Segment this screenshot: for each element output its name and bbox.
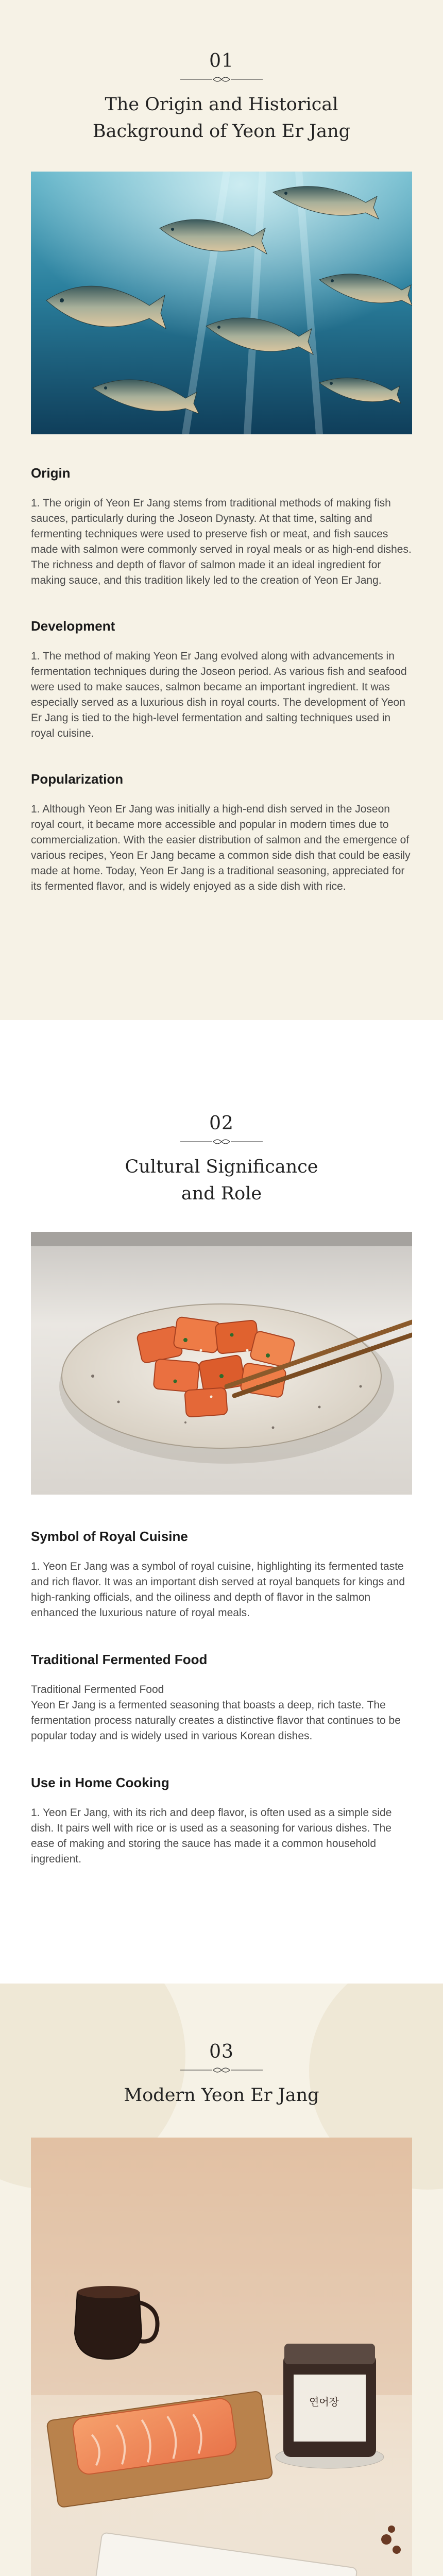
item-heading: Symbol of Royal Cuisine — [31, 1529, 188, 1544]
section-origin — [0, 0, 443, 1020]
item-heading: Use in Home Cooking — [31, 1775, 169, 1790]
ornament-divider-icon — [180, 2065, 263, 2075]
marinated-salmon-bowl-image — [31, 1232, 412, 1495]
origin-item — [0, 465, 443, 588]
item-text: 1. Although Yeon Er Jang was initially a high-end dish served in the Joseon royal court, it became more accessible and popular in modern times due to commercialization. With the easier distribution of salmon and the emergence of various recipes, Yeon Er Jang became a common side dish that could be easily made at home. Today, Yeon Er Jang is a traditional seasoning, appreciated for its fermented flavor, and is widely enjoyed as a side dish with rice. — [31, 803, 411, 892]
salmon-underwater-image — [31, 172, 412, 434]
item-text: Traditional Fermented Food Yeon Er Jang is a fermented seasoning that boasts a deep, rich taste. The fermentation process naturally creates a distinctive flavor that continues to be popular today and is widely used in various Korean dishes. — [31, 1684, 401, 1742]
item-heading: Development — [31, 618, 115, 634]
salmon-product-image — [31, 2138, 412, 2576]
jar-label: 연어장 — [309, 2396, 339, 2408]
home-cooking-item — [0, 1775, 443, 1867]
section-title-line: The Origin and Historical — [105, 94, 338, 115]
section-title — [0, 1154, 443, 1207]
popularization-item — [0, 771, 443, 894]
item-text: 1. Yeon Er Jang was a symbol of royal cuisine, highlighting its fermented taste and rich flavor. It was an important dish served at royal banquets for kings and high-ranking officials, and the oiliness and depth of flavor in the salmon enhanced the luxurious nature of royal meals. — [31, 1561, 405, 1619]
yeon-er-jang-jar — [276, 2344, 384, 2468]
section-title-line: Background of Yeon Er Jang — [92, 121, 351, 142]
ornament-divider-icon — [180, 1137, 263, 1146]
section-header — [0, 1984, 443, 2109]
item-heading: Origin — [31, 465, 71, 481]
section-number: 01 — [209, 50, 234, 72]
development-item — [0, 618, 443, 741]
ornament-divider-icon — [180, 75, 263, 84]
item-heading: Traditional Fermented Food — [31, 1652, 208, 1667]
item-text: 1. The origin of Yeon Er Jang stems from traditional methods of making fish sauces, particularly during the Joseon Dynasty. At that time, salting and fermenting techniques were used to preserve fish or meat, and fish sauces made with salmon were commonly served in royal meals or as high-end dishes. The richness and depth of flavor of salmon made it an ideal ingredient for making sauce, and this tradition likely led to the creation of Yeon Er Jang. — [31, 497, 412, 586]
section-title-line: Cultural Significance — [125, 1157, 318, 1177]
fermented-food-item — [0, 1652, 443, 1744]
section-cultural-significance — [0, 1020, 443, 1984]
section-title — [0, 91, 443, 145]
section-number: 03 — [209, 2041, 234, 2062]
section-header — [0, 0, 443, 145]
royal-cuisine-item — [0, 1529, 443, 1621]
item-text: 1. Yeon Er Jang, with its rich and deep flavor, is often used as a simple side dish. It pairs well with rice or is used as a seasoning for various dishes. The ease of making and storing the sauce has made it a common household ingredient. — [31, 1807, 392, 1865]
item-text: 1. The method of making Yeon Er Jang evolved along with advancements in fermentation techniques during the Joseon period. As various fish and seafood were used to make sauces, salmon became an important ingredient. It was especially served as a luxurious dish in royal courts. The development of Yeon Er Jang is tied to the high-level fermentation and salting techniques used in royal cuisine. — [31, 650, 407, 739]
section-title-line: and Role — [181, 1183, 262, 1204]
section-modern — [0, 1984, 443, 2576]
section-title: Modern Yeon Er Jang — [124, 2085, 319, 2106]
item-heading: Popularization — [31, 771, 124, 787]
section-header — [0, 1020, 443, 1207]
section-number: 02 — [209, 1113, 234, 1134]
